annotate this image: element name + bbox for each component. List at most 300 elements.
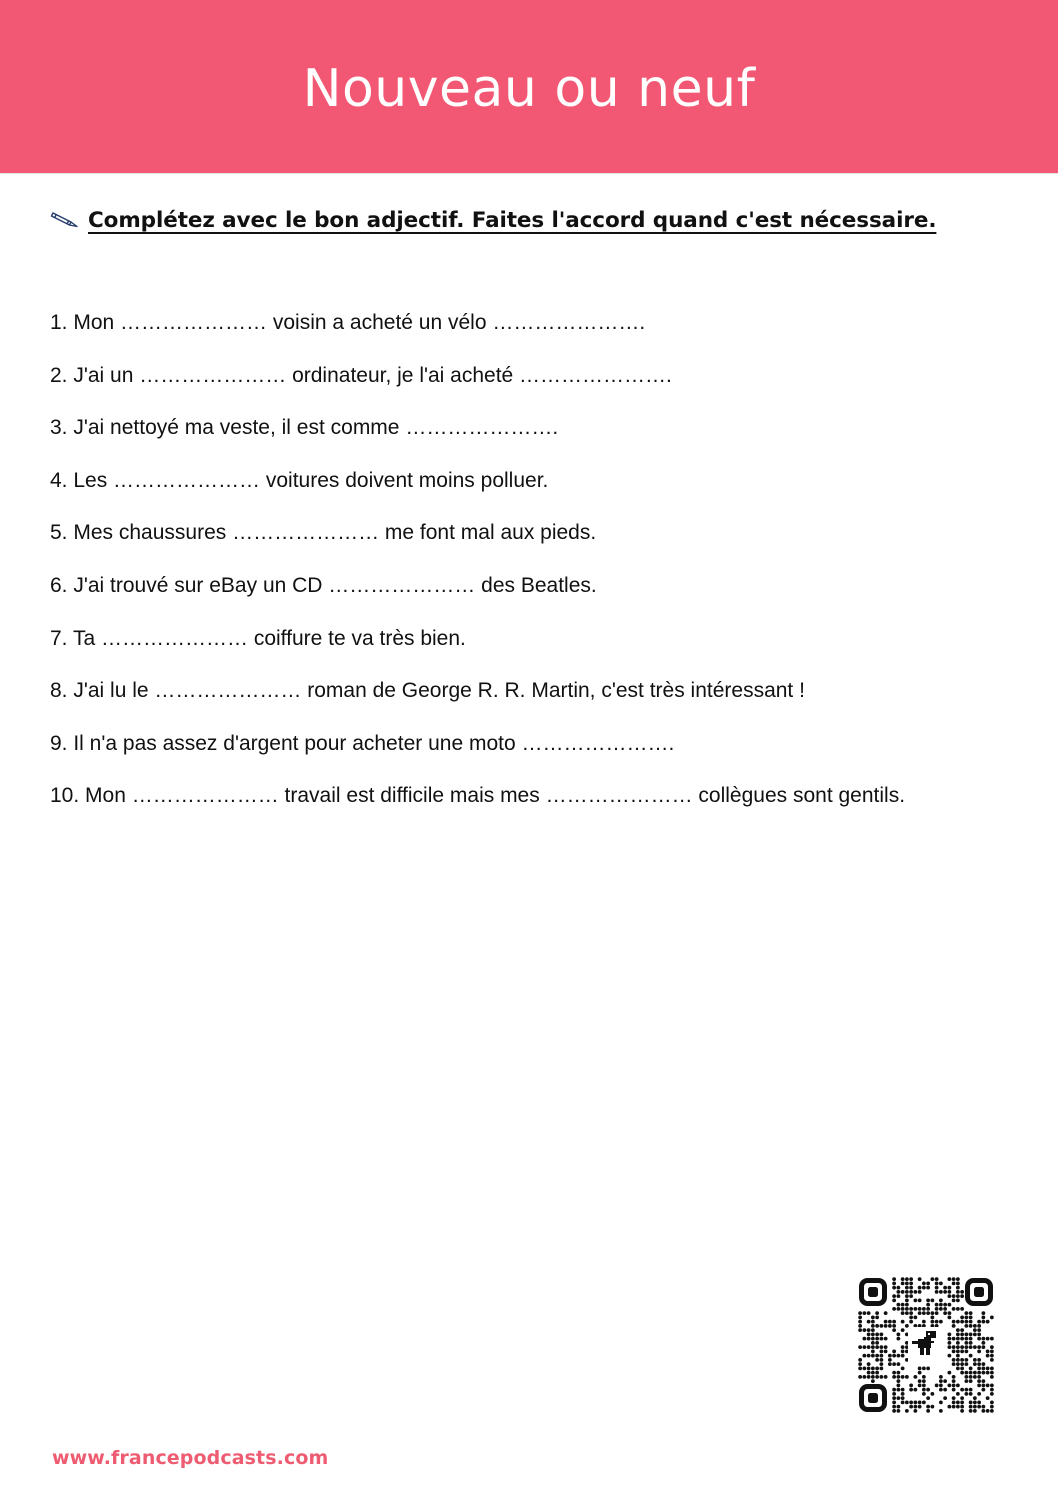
qr-module	[964, 1392, 968, 1396]
qr-module	[875, 1375, 879, 1379]
qr-module	[892, 1409, 896, 1413]
qr-module	[901, 1400, 905, 1404]
qr-module	[935, 1286, 939, 1290]
qr-module	[858, 1358, 862, 1362]
qr-module	[956, 1354, 960, 1358]
qr-module	[943, 1307, 947, 1311]
qr-module	[875, 1315, 879, 1319]
qr-module	[871, 1328, 875, 1332]
qr-module	[867, 1328, 871, 1332]
qr-module	[922, 1286, 926, 1290]
footer-website-link[interactable]: www.francepodcasts.com	[52, 1447, 329, 1469]
qr-module	[922, 1375, 926, 1379]
qr-module	[969, 1315, 973, 1319]
qr-module	[858, 1315, 862, 1319]
qr-module	[892, 1405, 896, 1409]
qr-module	[952, 1400, 956, 1404]
qr-module	[896, 1362, 900, 1366]
qr-module	[888, 1358, 892, 1362]
qr-module	[964, 1332, 968, 1336]
qr-module	[952, 1320, 956, 1324]
qr-module	[922, 1366, 926, 1370]
qr-module	[918, 1290, 922, 1294]
qr-module	[990, 1392, 994, 1396]
qr-module	[952, 1294, 956, 1298]
qr-module	[909, 1290, 913, 1294]
qr-module	[879, 1358, 883, 1362]
qr-module	[875, 1354, 879, 1358]
qr-module	[969, 1388, 973, 1392]
qr-module	[926, 1307, 930, 1311]
qr-module	[892, 1362, 896, 1366]
qr-module	[947, 1294, 951, 1298]
qr-module	[871, 1315, 875, 1319]
qr-module	[918, 1366, 922, 1370]
qr-module	[922, 1388, 926, 1392]
qr-module	[964, 1362, 968, 1366]
qr-module	[892, 1277, 896, 1281]
qr-module	[905, 1286, 909, 1290]
qr-module	[922, 1320, 926, 1324]
qr-module	[867, 1375, 871, 1379]
qr-module	[901, 1290, 905, 1294]
qr-module	[884, 1349, 888, 1353]
qr-module	[875, 1366, 879, 1370]
qr-module	[947, 1286, 951, 1290]
qr-module	[935, 1383, 939, 1387]
qr-module	[922, 1400, 926, 1404]
qr-module	[909, 1311, 913, 1315]
qr-module	[913, 1290, 917, 1294]
qr-module	[901, 1328, 905, 1332]
qr-module	[977, 1358, 981, 1362]
exercise-item: 7. Ta ………………… coiffure te va très bien.	[50, 626, 466, 650]
qr-module	[905, 1375, 909, 1379]
qr-module	[926, 1298, 930, 1302]
qr-module	[858, 1366, 862, 1370]
qr-module	[879, 1332, 883, 1336]
qr-module	[977, 1349, 981, 1353]
qr-module	[990, 1345, 994, 1349]
qr-module	[981, 1311, 985, 1315]
qr-module	[960, 1290, 964, 1294]
qr-module	[947, 1354, 951, 1358]
qr-module	[875, 1337, 879, 1341]
qr-module	[901, 1392, 905, 1396]
qr-module	[892, 1375, 896, 1379]
qr-module	[939, 1409, 943, 1413]
qr-module	[990, 1354, 994, 1358]
qr-module	[913, 1388, 917, 1392]
qr-module	[871, 1332, 875, 1336]
qr-module	[943, 1290, 947, 1294]
qr-module	[901, 1349, 905, 1353]
qr-module	[977, 1328, 981, 1332]
qr-module	[926, 1409, 930, 1413]
qr-module	[952, 1298, 956, 1302]
qr-module	[909, 1383, 913, 1387]
qr-module	[867, 1366, 871, 1370]
qr-module	[884, 1324, 888, 1328]
qr-module	[947, 1341, 951, 1345]
qr-module	[952, 1375, 956, 1379]
qr-module	[943, 1396, 947, 1400]
qr-module	[892, 1400, 896, 1404]
qr-module	[960, 1332, 964, 1336]
qr-module	[935, 1307, 939, 1311]
qr-module	[939, 1303, 943, 1307]
qr-module	[969, 1311, 973, 1315]
qr-module	[973, 1328, 977, 1332]
qr-module	[964, 1341, 968, 1345]
qr-module	[960, 1371, 964, 1375]
qr-module	[875, 1324, 879, 1328]
qr-module	[913, 1405, 917, 1409]
qr-module	[896, 1405, 900, 1409]
qr-module	[858, 1324, 862, 1328]
qr-module	[892, 1396, 896, 1400]
qr-module	[960, 1328, 964, 1332]
qr-module	[892, 1349, 896, 1353]
qr-module	[956, 1277, 960, 1281]
qr-module	[892, 1371, 896, 1375]
qr-module	[960, 1358, 964, 1362]
qr-module	[901, 1311, 905, 1315]
qr-module	[930, 1277, 934, 1281]
qr-module	[909, 1315, 913, 1319]
qr-module	[977, 1345, 981, 1349]
qr-module	[892, 1281, 896, 1285]
qr-module	[913, 1315, 917, 1319]
qr-module	[930, 1315, 934, 1319]
qr-module	[956, 1358, 960, 1362]
qr-module	[956, 1328, 960, 1332]
qr-module	[867, 1354, 871, 1358]
qr-module	[956, 1345, 960, 1349]
qr-module	[964, 1320, 968, 1324]
qr-module	[960, 1294, 964, 1298]
qr-module	[926, 1281, 930, 1285]
qr-module	[990, 1366, 994, 1370]
qr-module	[947, 1303, 951, 1307]
qr-module	[909, 1307, 913, 1311]
qr-module	[964, 1345, 968, 1349]
qr-module	[981, 1315, 985, 1319]
qr-module	[905, 1307, 909, 1311]
qr-module	[901, 1303, 905, 1307]
qr-module	[867, 1332, 871, 1336]
qr-module	[871, 1366, 875, 1370]
qr-module	[973, 1362, 977, 1366]
qr-module	[909, 1405, 913, 1409]
qr-module	[964, 1349, 968, 1353]
qr-module	[896, 1290, 900, 1294]
qr-module	[947, 1315, 951, 1319]
qr-module	[956, 1341, 960, 1345]
qr-module	[969, 1400, 973, 1404]
qr-module	[862, 1311, 866, 1315]
qr-module	[935, 1303, 939, 1307]
qr-module	[918, 1371, 922, 1375]
qr-module	[990, 1375, 994, 1379]
qr-module	[947, 1405, 951, 1409]
qr-module	[986, 1383, 990, 1387]
qr-module	[977, 1383, 981, 1387]
qr-module	[905, 1281, 909, 1285]
qr-module	[981, 1320, 985, 1324]
qr-module	[969, 1371, 973, 1375]
qr-module	[888, 1362, 892, 1366]
qr-module	[952, 1405, 956, 1409]
qr-module	[964, 1371, 968, 1375]
qr-module	[896, 1337, 900, 1341]
qr-module	[884, 1320, 888, 1324]
qr-module	[956, 1298, 960, 1302]
pencil-icon	[50, 209, 80, 231]
qr-module	[939, 1298, 943, 1302]
qr-module	[943, 1311, 947, 1315]
exercise-item: 3. J'ai nettoyé ma veste, il est comme ………………….	[50, 416, 559, 440]
qr-module	[969, 1332, 973, 1336]
qr-module	[901, 1396, 905, 1400]
qr-module	[858, 1328, 862, 1332]
qr-module	[922, 1307, 926, 1311]
qr-module	[879, 1345, 883, 1349]
qr-module	[956, 1320, 960, 1324]
qr-module	[960, 1315, 964, 1319]
qr-module	[981, 1366, 985, 1370]
qr-module	[896, 1396, 900, 1400]
qr-module	[973, 1358, 977, 1362]
qr-module	[875, 1345, 879, 1349]
qr-module	[939, 1375, 943, 1379]
qr-module	[969, 1375, 973, 1379]
qr-module	[926, 1311, 930, 1315]
qr-module	[926, 1396, 930, 1400]
qr-module	[952, 1277, 956, 1281]
qr-module	[956, 1405, 960, 1409]
qr-module	[947, 1345, 951, 1349]
qr-module	[905, 1311, 909, 1315]
exercise-item: 5. Mes chaussures ………………… me font mal aux pieds.	[50, 521, 597, 545]
qr-module	[858, 1362, 862, 1366]
qr-module	[986, 1409, 990, 1413]
qr-module	[862, 1366, 866, 1370]
qr-module	[952, 1324, 956, 1328]
qr-module	[913, 1298, 917, 1302]
qr-module	[981, 1383, 985, 1387]
qr-module	[969, 1341, 973, 1345]
qr-module	[888, 1354, 892, 1358]
qr-module	[952, 1383, 956, 1387]
qr-module	[939, 1388, 943, 1392]
qr-module	[952, 1345, 956, 1349]
qr-module	[913, 1375, 917, 1379]
qr-module	[952, 1388, 956, 1392]
qr-module	[977, 1366, 981, 1370]
qr-module	[990, 1388, 994, 1392]
qr-module	[964, 1337, 968, 1341]
qr-module	[939, 1281, 943, 1285]
qr-module	[956, 1286, 960, 1290]
qr-module	[867, 1371, 871, 1375]
qr-module	[871, 1324, 875, 1328]
qr-module	[858, 1375, 862, 1379]
qr-module	[901, 1320, 905, 1324]
qr-module	[884, 1311, 888, 1315]
qr-module	[973, 1405, 977, 1409]
qr-module	[969, 1320, 973, 1324]
qr-module	[960, 1307, 964, 1311]
qr-module	[926, 1366, 930, 1370]
qr-module	[888, 1324, 892, 1328]
qr-module	[956, 1290, 960, 1294]
qr-module	[981, 1362, 985, 1366]
qr-module	[909, 1286, 913, 1290]
qr-module	[943, 1379, 947, 1383]
qr-module	[879, 1337, 883, 1341]
qr-module	[964, 1311, 968, 1315]
qr-module	[947, 1383, 951, 1387]
qr-module	[867, 1362, 871, 1366]
qr-module	[905, 1303, 909, 1307]
qr-module	[964, 1379, 968, 1383]
qr-module	[956, 1294, 960, 1298]
qr-module	[943, 1303, 947, 1307]
qr-module	[862, 1345, 866, 1349]
qr-module	[939, 1383, 943, 1387]
qr-module	[858, 1311, 862, 1315]
qr-module	[964, 1375, 968, 1379]
qr-module	[990, 1337, 994, 1341]
qr-module	[964, 1388, 968, 1392]
qr-module	[918, 1405, 922, 1409]
qr-module	[892, 1298, 896, 1302]
qr-module	[871, 1345, 875, 1349]
qr-module	[871, 1371, 875, 1375]
qr-module	[875, 1341, 879, 1345]
qr-module	[964, 1358, 968, 1362]
qr-module	[918, 1383, 922, 1387]
qr-module	[909, 1294, 913, 1298]
qr-module	[939, 1290, 943, 1294]
exercise-item: 10. Mon ………………… travail est difficile mais mes ………………… collègues sont gentils.	[50, 784, 906, 808]
qr-module	[947, 1311, 951, 1315]
qr-module	[939, 1307, 943, 1311]
qr-module	[977, 1332, 981, 1336]
qr-module	[947, 1277, 951, 1281]
qr-module	[892, 1328, 896, 1332]
qr-module	[964, 1324, 968, 1328]
qr-module	[875, 1332, 879, 1336]
qr-module	[956, 1383, 960, 1387]
qr-module	[879, 1324, 883, 1328]
qr-module	[871, 1337, 875, 1341]
qr-module	[896, 1354, 900, 1358]
qr-module	[956, 1400, 960, 1404]
qr-module	[905, 1409, 909, 1413]
qr-module	[956, 1366, 960, 1370]
qr-module	[913, 1307, 917, 1311]
qr-module	[947, 1337, 951, 1341]
qr-module	[977, 1337, 981, 1341]
qr-module	[905, 1400, 909, 1404]
qr-module	[960, 1396, 964, 1400]
qr-module	[973, 1409, 977, 1413]
instruction-text: Complétez avec le bon adjectif. Faites l'accord quand c'est nécessaire.	[88, 207, 937, 233]
qr-module	[896, 1332, 900, 1336]
qr-module	[896, 1307, 900, 1311]
qr-module	[977, 1379, 981, 1383]
qr-module	[977, 1405, 981, 1409]
qr-module	[960, 1320, 964, 1324]
qr-module	[922, 1379, 926, 1383]
qr-module	[956, 1349, 960, 1353]
qr-module	[956, 1362, 960, 1366]
qr-module	[960, 1337, 964, 1341]
qr-module	[896, 1383, 900, 1387]
qr-module	[892, 1307, 896, 1311]
qr-module	[871, 1341, 875, 1345]
qr-module	[930, 1311, 934, 1315]
qr-module	[969, 1337, 973, 1341]
qr-module	[960, 1388, 964, 1392]
qr-module	[892, 1294, 896, 1298]
qr-module	[956, 1332, 960, 1336]
page-title: Nouveau ou neuf	[302, 59, 756, 119]
qr-module	[884, 1345, 888, 1349]
qr-module	[947, 1371, 951, 1375]
qr-module	[952, 1337, 956, 1341]
exercise-item: 8. J'ai lu le ………………… roman de George R. R. Martin, c'est très intéressant !	[50, 679, 805, 703]
qr-module	[981, 1409, 985, 1413]
exercise-item: 9. Il n'a pas assez d'argent pour acheter une moto ………………….	[50, 731, 675, 755]
qr-module	[867, 1337, 871, 1341]
qr-module	[871, 1354, 875, 1358]
qr-module	[896, 1303, 900, 1307]
qr-module	[879, 1366, 883, 1370]
qr-module	[867, 1311, 871, 1315]
qr-module	[986, 1349, 990, 1353]
qr-module	[901, 1366, 905, 1370]
qr-module	[981, 1371, 985, 1375]
qr-module	[981, 1405, 985, 1409]
qr-module	[956, 1337, 960, 1341]
qr-module	[986, 1354, 990, 1358]
qr-module	[952, 1281, 956, 1285]
qr-module	[926, 1303, 930, 1307]
qr-module	[973, 1371, 977, 1375]
qr-module	[875, 1311, 879, 1315]
qr-module	[990, 1371, 994, 1375]
qr-module	[960, 1400, 964, 1404]
qr-module	[981, 1388, 985, 1392]
qr-module	[913, 1409, 917, 1413]
qr-module	[990, 1349, 994, 1353]
qr-module	[969, 1409, 973, 1413]
qr-module	[947, 1290, 951, 1294]
qr-module	[913, 1400, 917, 1404]
qr-module	[986, 1371, 990, 1375]
qr-module	[905, 1290, 909, 1294]
qr-module	[871, 1349, 875, 1353]
qr-module	[896, 1379, 900, 1383]
qr-module	[935, 1311, 939, 1315]
qr-code-icon[interactable]	[858, 1277, 994, 1413]
qr-module	[862, 1328, 866, 1332]
qr-module	[969, 1379, 973, 1383]
qr-module	[858, 1320, 862, 1324]
